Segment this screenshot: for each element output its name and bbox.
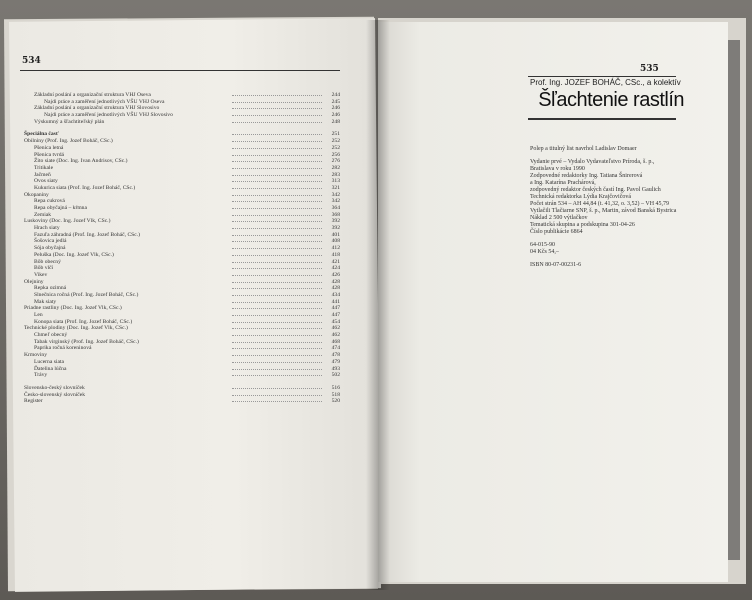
toc-entry bbox=[24, 245, 340, 252]
toc-entry-title: Špeciálna časť bbox=[24, 131, 59, 138]
imprint-line: Vytlačili Tlačiarne SNP, š. p., Martin, závod Banská Bystrica bbox=[530, 208, 677, 214]
toc-entry-title: Paprika ročná koreninová bbox=[34, 345, 92, 352]
toc-leader-dots bbox=[232, 115, 322, 117]
toc-entry-title: Fazuľa záhradná (Prof. Ing. Jozef Boháč, CSc.) bbox=[34, 231, 141, 238]
toc-entry-page: 426 bbox=[331, 271, 340, 278]
toc-entry bbox=[24, 218, 340, 225]
toc-entry-page: 474 bbox=[331, 345, 340, 352]
toc-entry bbox=[24, 339, 340, 346]
toc-leader-dots bbox=[232, 315, 322, 317]
toc-entry-title: Krmoviny bbox=[24, 352, 47, 359]
imprint-line: a Ing. Katarína Prachárová, bbox=[530, 180, 596, 186]
toc-leader-dots bbox=[232, 328, 322, 330]
toc-entry-page: 478 bbox=[331, 352, 340, 359]
toc-leader-dots bbox=[232, 302, 322, 304]
toc-entry-page: 364 bbox=[331, 205, 340, 211]
toc-entry bbox=[24, 158, 340, 165]
toc-leader-dots bbox=[232, 255, 322, 257]
toc-leader-dots bbox=[232, 102, 322, 104]
toc-entry bbox=[24, 352, 340, 359]
toc-entry-title: Sója obyčajná bbox=[34, 245, 66, 252]
toc-entry-page: 408 bbox=[331, 238, 340, 245]
toc-entry-page: 282 bbox=[331, 164, 340, 171]
toc-entry-title: Repa cukrová bbox=[34, 198, 65, 205]
toc-entry-title: Vikev bbox=[34, 271, 48, 278]
right-header-rule bbox=[528, 76, 676, 77]
toc-leader-dots bbox=[232, 282, 322, 284]
imprint-line: 64-015-90 bbox=[530, 242, 555, 248]
toc-entry bbox=[24, 312, 340, 319]
toc-entry bbox=[24, 305, 340, 312]
toc-entry bbox=[24, 292, 340, 299]
right-page-number: 535 bbox=[640, 64, 659, 74]
toc-entry bbox=[24, 325, 340, 332]
toc-entry-title: Základní poslání a organizační struktura VHJ Oseva bbox=[34, 92, 151, 98]
toc-entry-title: Kukurica siata (Prof. Ing. Jozef Boháč, CSc.) bbox=[34, 184, 136, 191]
toc-entry-title: Len bbox=[34, 312, 43, 318]
toc-entry bbox=[24, 165, 340, 172]
toc-leader-dots bbox=[232, 401, 322, 403]
toc-entry bbox=[24, 252, 340, 259]
left-header-rule bbox=[20, 70, 340, 71]
toc-leader-dots bbox=[232, 275, 322, 277]
imprint-line: Náklad 2 500 výtlačkov bbox=[530, 215, 588, 221]
toc-entry-title: Peluška (Doc. Ing. Jozef Vlk, CSc.) bbox=[34, 251, 114, 258]
toc-leader-dots bbox=[232, 335, 322, 337]
toc-entry-page: 428 bbox=[331, 278, 340, 285]
toc-entry-title: Ďatelina lúčna bbox=[34, 365, 67, 372]
toc-entry bbox=[24, 366, 340, 373]
toc-entry-page: 246 bbox=[331, 105, 340, 112]
toc-entry-page: 401 bbox=[331, 231, 340, 238]
toc-entry-page: 502 bbox=[331, 372, 340, 379]
toc-entry bbox=[24, 392, 340, 399]
toc-leader-dots bbox=[232, 355, 322, 357]
toc-leader-dots bbox=[232, 241, 322, 243]
toc-entry bbox=[24, 138, 340, 145]
toc-entry-title: Register bbox=[24, 398, 43, 405]
imprint-line: Tematická skupina a podskupina 301-04-26 bbox=[530, 222, 635, 228]
toc-leader-dots bbox=[232, 161, 322, 163]
toc-leader-dots bbox=[232, 395, 322, 397]
toc-entry-page: 244 bbox=[331, 92, 340, 98]
toc-entry-page: 418 bbox=[331, 251, 340, 258]
toc-leader-dots bbox=[232, 388, 322, 390]
toc-entry-title: Pšenica tvrdá bbox=[34, 151, 64, 158]
toc-entry bbox=[24, 272, 340, 279]
toc-entry-page: 251 bbox=[331, 131, 340, 138]
toc-entry bbox=[24, 398, 340, 405]
toc-entry-title: Olejniny bbox=[24, 278, 44, 285]
toc-entry-title: Výskumný a šľachtiteľský plán bbox=[34, 118, 105, 125]
toc-entry-title: Žito siate (Doc. Ing. Ivan Andrisov, CSc.) bbox=[34, 158, 128, 165]
toc-entry bbox=[24, 178, 340, 185]
toc-entry bbox=[24, 92, 340, 99]
toc-leader-dots bbox=[232, 322, 322, 324]
left-page-number: 534 bbox=[22, 56, 41, 66]
toc-entry bbox=[24, 285, 340, 292]
toc-leader-dots bbox=[232, 348, 322, 350]
imprint-block bbox=[530, 146, 680, 269]
toc-entry-page: 454 bbox=[331, 318, 340, 325]
imprint-line: Bratislava v roku 1990 bbox=[530, 166, 585, 172]
toc-leader-dots bbox=[232, 208, 322, 210]
toc-entry-title: Tritikale bbox=[34, 164, 54, 171]
toc-entry bbox=[24, 198, 340, 205]
imprint-line: Polep a titulný list navrhol Ladislav Domaer bbox=[530, 146, 637, 152]
book-gutter bbox=[366, 20, 390, 590]
toc-entry-title: Základní poslání a organizační struktura VHJ Slovosivo bbox=[34, 105, 160, 112]
toc-entry-page: 520 bbox=[331, 398, 340, 405]
toc-leader-dots bbox=[232, 201, 322, 203]
toc-leader-dots bbox=[232, 228, 322, 230]
toc-entry-page: 428 bbox=[331, 285, 340, 292]
toc-entry bbox=[24, 259, 340, 266]
toc-leader-dots bbox=[232, 175, 322, 177]
toc-entry-title: Chmeľ obecný bbox=[34, 332, 68, 339]
toc-leader-dots bbox=[232, 308, 322, 310]
toc-entry-title: Obilniny (Prof. Ing. Jozef Boháč, CSc.) bbox=[24, 138, 113, 145]
toc-entry-page: 256 bbox=[331, 151, 340, 158]
toc-entry-page: 392 bbox=[331, 225, 340, 232]
toc-entry-page: 462 bbox=[331, 332, 340, 339]
toc-entry-title: Najdi práce a zaměření jednotlivých VŠU VHJ Slovosivo bbox=[44, 112, 173, 119]
title-rule bbox=[528, 118, 676, 120]
toc-entry-page: 276 bbox=[331, 158, 340, 165]
toc-entry-title: Slovensko-český slovníček bbox=[24, 384, 85, 391]
toc-entry-page: 252 bbox=[331, 144, 340, 151]
toc-entry-title: Okopaniny bbox=[24, 191, 49, 198]
toc-entry bbox=[24, 99, 340, 106]
toc-entry-page: 468 bbox=[331, 338, 340, 345]
toc-leader-dots bbox=[232, 168, 322, 170]
toc-entry bbox=[24, 119, 340, 126]
toc-entry bbox=[24, 205, 340, 212]
toc-entry-title: Mak siaty bbox=[34, 298, 57, 305]
toc-entry-page: 462 bbox=[331, 325, 340, 332]
toc-leader-dots bbox=[232, 221, 322, 223]
toc-entry-page: 313 bbox=[331, 178, 340, 185]
toc-entry-title: Trávy bbox=[34, 372, 48, 379]
toc-entry bbox=[24, 385, 340, 392]
toc-entry-page: 421 bbox=[331, 258, 340, 265]
toc-entry-title: Slnečnica ročná (Prof. Ing. Jozef Boháč, CSc.) bbox=[34, 291, 139, 298]
toc-leader-dots bbox=[232, 122, 322, 124]
toc-entry-page: 283 bbox=[331, 171, 340, 178]
toc-leader-dots bbox=[232, 95, 322, 97]
toc-entry-page: 412 bbox=[331, 245, 340, 252]
toc-leader-dots bbox=[232, 108, 322, 110]
toc-entry bbox=[24, 345, 340, 352]
toc-entry bbox=[24, 332, 340, 339]
toc-entry-title: Česko-slovenský slovníček bbox=[24, 391, 86, 398]
toc-entry-page: 447 bbox=[331, 305, 340, 312]
imprint-line: Číslo publikácie 6864 bbox=[530, 229, 583, 235]
toc-entry-title: Bôb obecný bbox=[34, 258, 61, 265]
toc-entry-title: Jačmeň bbox=[34, 171, 51, 178]
book-title: Šľachtenie rastlín bbox=[538, 89, 684, 111]
imprint-line: Technická redaktorka Lýdia Krajčovičová bbox=[530, 194, 632, 200]
table-of-contents bbox=[24, 92, 340, 405]
imprint-line: zodpovedný redaktor českých častí Ing. Pavol Gaulich bbox=[530, 187, 661, 193]
toc-entry-title: Lucerna siata bbox=[34, 358, 64, 365]
toc-entry-title: Najdi práce a zaměření jednotlivých VŠU VHJ Oseva bbox=[44, 98, 165, 105]
toc-leader-dots bbox=[232, 362, 322, 364]
toc-entry-page: 479 bbox=[331, 358, 340, 365]
toc-entry bbox=[24, 112, 340, 119]
toc-entry bbox=[24, 265, 340, 272]
toc-leader-dots bbox=[232, 369, 322, 371]
toc-leader-dots bbox=[232, 375, 322, 377]
toc-leader-dots bbox=[232, 215, 322, 217]
toc-leader-dots bbox=[232, 262, 322, 264]
toc-entry-title: Priadne rastliny (Doc. Ing. Jozef Vlk, CSc.) bbox=[24, 305, 122, 312]
toc-entry-page: 342 bbox=[331, 198, 340, 205]
toc-entry-title: Ovos siaty bbox=[34, 178, 58, 185]
toc-entry bbox=[24, 172, 340, 179]
toc-leader-dots bbox=[232, 268, 322, 270]
imprint-line: Zodpovedné redaktorky Ing. Tatiana Šnirerová bbox=[530, 173, 643, 179]
toc-entry-page: 518 bbox=[331, 391, 340, 398]
toc-entry bbox=[24, 145, 340, 152]
toc-leader-dots bbox=[232, 141, 322, 143]
toc-entry-page: 368 bbox=[331, 211, 340, 218]
toc-entry-title: Technické plodiny (Doc. Ing. Jozef Vlk, CSc.) bbox=[24, 325, 128, 332]
toc-entry-page: 392 bbox=[331, 218, 340, 225]
imprint-line: Vydanie prvé – Vydalo Vydavateľstvo Príroda, š. p., bbox=[530, 159, 655, 165]
imprint-line: ISBN 80-07-00231-6 bbox=[530, 262, 582, 268]
toc-entry-page: 434 bbox=[331, 291, 340, 298]
toc-entry bbox=[24, 359, 340, 366]
toc-entry-page: 424 bbox=[331, 265, 340, 272]
toc-leader-dots bbox=[232, 342, 322, 344]
toc-entry bbox=[24, 238, 340, 245]
toc-leader-dots bbox=[232, 195, 322, 197]
imprint-line: 04 Kčs 54,– bbox=[530, 249, 559, 255]
toc-leader-dots bbox=[232, 134, 322, 136]
toc-entry-title: Hrach siaty bbox=[34, 225, 60, 232]
toc-entry-page: 321 bbox=[331, 184, 340, 191]
toc-entry-page: 516 bbox=[331, 384, 340, 391]
toc-entry-title: Pšenica letná bbox=[34, 144, 64, 151]
toc-entry bbox=[24, 192, 340, 199]
toc-leader-dots bbox=[232, 155, 322, 157]
toc-entry-page: 245 bbox=[331, 98, 340, 105]
toc-entry-title: Konopa siata (Prof. Ing. Jozef Boháč, CSc.) bbox=[34, 318, 133, 325]
toc-leader-dots bbox=[232, 181, 322, 183]
toc-entry-page: 252 bbox=[331, 138, 340, 145]
toc-entry-page: 493 bbox=[331, 365, 340, 372]
toc-leader-dots bbox=[232, 148, 322, 150]
toc-leader-dots bbox=[232, 235, 322, 237]
toc-leader-dots bbox=[232, 295, 322, 297]
toc-entry-title: Repa obyčajná – kŕmna bbox=[34, 205, 87, 211]
toc-entry-title: Repka ozimná bbox=[34, 285, 67, 292]
toc-entry-page: 447 bbox=[331, 312, 340, 318]
toc-entry bbox=[24, 279, 340, 286]
toc-entry-title: Tabak virginský (Prof. Ing. Jozef Boháč, CSc.) bbox=[34, 338, 139, 345]
book-author: Prof. Ing. JOZEF BOHÁČ, CSc., a kolektív bbox=[530, 78, 681, 87]
toc-entry-page: 441 bbox=[331, 298, 340, 305]
toc-entry bbox=[24, 372, 340, 379]
toc-entry-title: Zemiak bbox=[34, 211, 52, 218]
toc-entry bbox=[24, 232, 340, 239]
toc-leader-dots bbox=[232, 188, 322, 190]
imprint-line: Počet strán 534 – AH 44,84 (t. 41,32, o. 3,52) – VH 45,79 bbox=[530, 201, 670, 207]
toc-entry-page: 246 bbox=[331, 112, 340, 119]
toc-leader-dots bbox=[232, 288, 322, 290]
toc-entry bbox=[24, 225, 340, 232]
toc-entry-title: Šošovica jedlá bbox=[34, 238, 67, 245]
toc-entry-title: Bôb vlčí bbox=[34, 265, 54, 272]
toc-entry-page: 342 bbox=[331, 191, 340, 198]
toc-leader-dots bbox=[232, 248, 322, 250]
toc-entry-page: 248 bbox=[331, 118, 340, 125]
toc-entry-title: Luskoviny (Doc. Ing. Jozef Vlk, CSc.) bbox=[24, 218, 111, 225]
toc-entry bbox=[24, 185, 340, 192]
